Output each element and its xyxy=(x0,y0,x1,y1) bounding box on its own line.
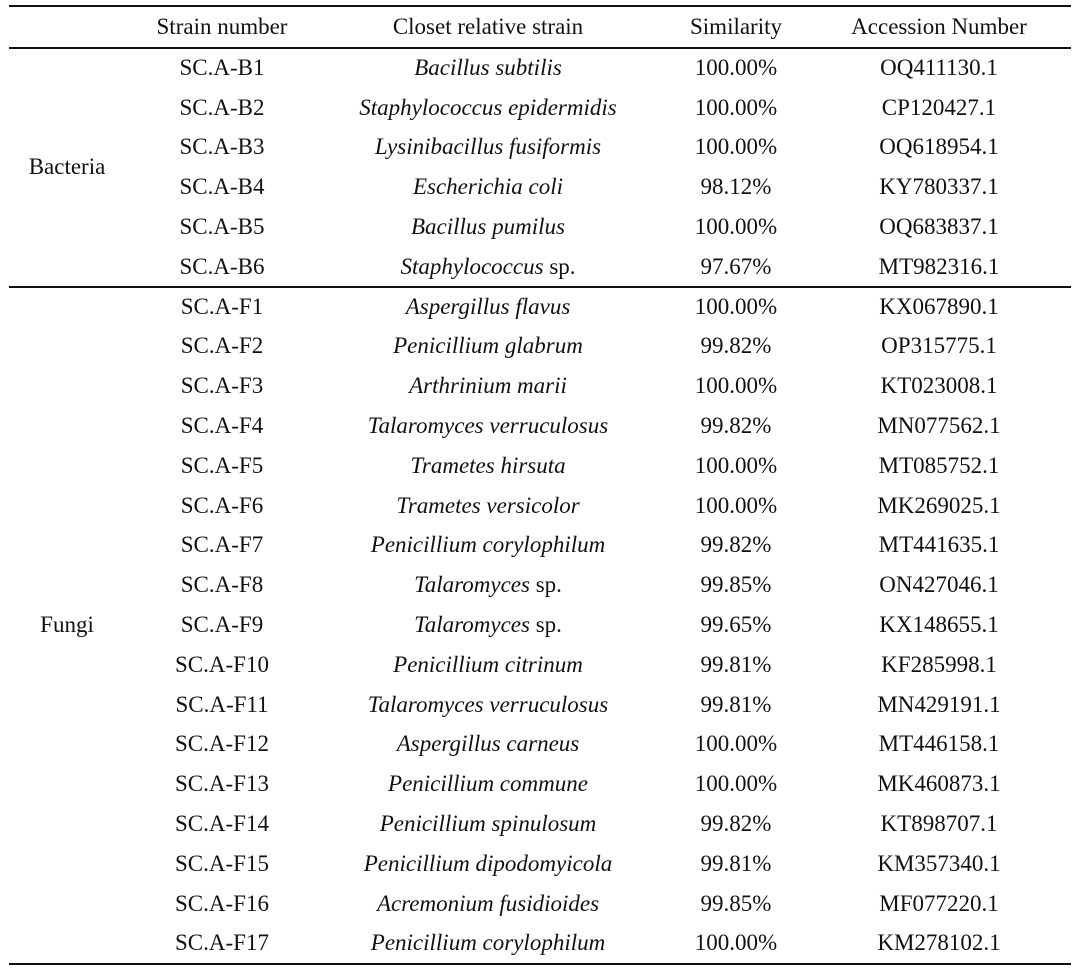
closest-relative-cell xyxy=(330,406,646,446)
similarity-cell: 100.00% xyxy=(694,930,778,956)
species-name: Talaromyces xyxy=(414,612,530,638)
species-name: Acremonium fusidioides xyxy=(376,890,600,916)
header-similarity: Similarity xyxy=(690,13,782,39)
table-row xyxy=(0,287,1080,327)
accession-cell: MT446158.1 xyxy=(878,731,1000,757)
table-row xyxy=(0,764,1080,804)
species-name: Staphylococcus epidermidis xyxy=(359,94,617,120)
similarity-cell: 99.82% xyxy=(700,333,772,359)
table-row xyxy=(0,844,1080,884)
accession-cell: MK269025.1 xyxy=(877,492,1001,518)
strain-number-cell: SC.A-F12 xyxy=(175,731,269,757)
strain-number-cell: SC.A-F7 xyxy=(180,532,264,558)
closest-relative-cell xyxy=(330,764,646,804)
closest-relative-cell xyxy=(330,287,646,327)
species-name: Staphylococcus xyxy=(400,253,544,279)
closest-relative-cell xyxy=(330,327,646,367)
closest-relative-cell xyxy=(330,565,646,605)
accession-cell: MK460873.1 xyxy=(877,771,1001,797)
strain-number-cell: SC.A-F17 xyxy=(175,930,269,956)
closest-relative-cell xyxy=(330,924,646,964)
species-name: Arthrinium marii xyxy=(409,373,567,399)
species-name: Talaromyces verruculosus xyxy=(367,691,609,717)
strain-number-cell: SC.A-F1 xyxy=(180,293,264,319)
strain-number-cell: SC.A-F16 xyxy=(175,890,269,916)
table-row xyxy=(0,366,1080,406)
species-name: Aspergillus flavus xyxy=(405,293,571,319)
table-row xyxy=(0,804,1080,844)
table-row xyxy=(0,526,1080,566)
closest-relative-cell xyxy=(330,366,646,406)
similarity-cell: 99.81% xyxy=(700,651,772,677)
similarity-cell: 100.00% xyxy=(694,452,778,478)
species-name: Penicillium citrinum xyxy=(393,651,583,677)
accession-cell: KX148655.1 xyxy=(879,612,999,638)
accession-cell: CP120427.1 xyxy=(881,94,997,120)
header-strain-number: Strain number xyxy=(156,13,288,39)
accession-cell: KX067890.1 xyxy=(879,293,999,319)
table-row xyxy=(0,725,1080,765)
strain-number-cell: SC.A-F11 xyxy=(175,691,269,717)
accession-cell: KF285998.1 xyxy=(881,651,997,677)
closest-relative-cell xyxy=(330,48,646,88)
accession-cell: MT441635.1 xyxy=(878,532,1000,558)
strain-number-cell: SC.A-F6 xyxy=(180,492,264,518)
closest-relative-cell xyxy=(330,804,646,844)
table-row xyxy=(0,247,1080,287)
closest-relative-cell xyxy=(330,128,646,168)
similarity-cell: 98.12% xyxy=(700,174,772,200)
table-row xyxy=(0,128,1080,168)
similarity-cell: 100.00% xyxy=(694,373,778,399)
similarity-cell: 99.82% xyxy=(700,413,772,439)
species-name: Penicillium dipodomyicola xyxy=(363,850,613,876)
accession-cell: KM278102.1 xyxy=(877,930,1001,956)
header-closest-relative: Closet relative strain xyxy=(392,13,584,39)
closest-relative-cell xyxy=(330,884,646,924)
strain-number-cell: SC.A-F4 xyxy=(180,413,264,439)
similarity-cell: 99.85% xyxy=(700,572,772,598)
species-name: Lysinibacillus fusiformis xyxy=(374,134,602,160)
species-name: Trametes versicolor xyxy=(396,492,580,518)
table-row xyxy=(0,605,1080,645)
table-row xyxy=(0,645,1080,685)
species-name: Penicillium glabrum xyxy=(393,333,583,359)
accession-cell: OQ411130.1 xyxy=(880,54,998,80)
closest-relative-cell xyxy=(330,645,646,685)
closest-relative-cell xyxy=(330,247,646,287)
similarity-cell: 100.00% xyxy=(694,94,778,120)
species-name: Bacillus pumilus xyxy=(411,214,565,240)
species-name: Talaromyces xyxy=(414,572,530,598)
similarity-cell: 99.81% xyxy=(700,850,772,876)
table-row xyxy=(0,486,1080,526)
table-row xyxy=(0,884,1080,924)
table-row xyxy=(0,565,1080,605)
similarity-cell: 99.82% xyxy=(700,532,772,558)
accession-cell: MN429191.1 xyxy=(877,691,1001,717)
accession-cell: OQ618954.1 xyxy=(879,134,999,160)
header-accession: Accession Number xyxy=(851,13,1027,39)
similarity-cell: 97.67% xyxy=(700,253,772,279)
table-row xyxy=(0,327,1080,367)
species-name: Bacillus subtilis xyxy=(414,54,562,80)
closest-relative-cell xyxy=(330,844,646,884)
strain-number-cell: SC.A-B5 xyxy=(179,214,265,240)
similarity-cell: 100.00% xyxy=(694,293,778,319)
table-row xyxy=(0,167,1080,207)
table-row xyxy=(0,207,1080,247)
closest-relative-cell xyxy=(330,207,646,247)
species-name: Trametes hirsuta xyxy=(410,452,566,478)
closest-relative-cell xyxy=(330,526,646,566)
accession-cell: KT898707.1 xyxy=(880,811,998,837)
table-row xyxy=(0,446,1080,486)
strain-number-cell: SC.A-F3 xyxy=(180,373,264,399)
similarity-cell: 100.00% xyxy=(694,134,778,160)
group-label: Bacteria xyxy=(28,154,106,180)
accession-cell: KT023008.1 xyxy=(880,373,998,399)
table-row xyxy=(0,685,1080,725)
similarity-cell: 100.00% xyxy=(694,492,778,518)
accession-cell: MN077562.1 xyxy=(877,413,1001,439)
accession-cell: ON427046.1 xyxy=(879,572,999,598)
species-name: Aspergillus carneus xyxy=(396,731,580,757)
strain-number-cell: SC.A-B4 xyxy=(179,174,265,200)
species-name: Penicillium spinulosum xyxy=(379,811,597,837)
similarity-cell: 99.85% xyxy=(700,890,772,916)
strain-number-cell: SC.A-F15 xyxy=(175,850,269,876)
strain-number-cell: SC.A-F14 xyxy=(175,811,269,837)
table-row xyxy=(0,48,1080,88)
strain-number-cell: SC.A-B1 xyxy=(179,54,265,80)
accession-cell: OP315775.1 xyxy=(881,333,997,359)
bottom-rule xyxy=(9,963,1071,965)
species-name: Penicillium commune xyxy=(388,771,588,797)
closest-relative-cell xyxy=(330,725,646,765)
strain-number-cell: SC.A-B2 xyxy=(179,94,265,120)
accession-cell: MT085752.1 xyxy=(878,452,1000,478)
strain-number-cell: SC.A-B6 xyxy=(179,253,265,279)
accession-cell: KY780337.1 xyxy=(879,174,999,200)
species-name: Penicillium corylophilum xyxy=(370,930,606,956)
table-row xyxy=(0,406,1080,446)
species-name: Escherichia coli xyxy=(412,174,564,200)
closest-relative-cell xyxy=(330,167,646,207)
strain-number-cell: SC.A-F8 xyxy=(180,572,264,598)
species-suffix: sp. xyxy=(543,253,576,279)
similarity-cell: 99.82% xyxy=(700,811,772,837)
closest-relative-cell xyxy=(330,685,646,725)
species-suffix: sp. xyxy=(529,612,562,638)
similarity-cell: 100.00% xyxy=(694,214,778,240)
similarity-cell: 99.65% xyxy=(700,612,772,638)
similarity-cell: 100.00% xyxy=(694,771,778,797)
species-suffix: sp. xyxy=(529,572,562,598)
strain-number-cell: SC.A-F5 xyxy=(180,452,264,478)
species-name: Talaromyces verruculosus xyxy=(367,413,609,439)
accession-cell: KM357340.1 xyxy=(877,850,1001,876)
similarity-cell: 100.00% xyxy=(694,731,778,757)
closest-relative-cell xyxy=(330,88,646,128)
species-name: Penicillium corylophilum xyxy=(370,532,606,558)
header-row xyxy=(0,7,1080,47)
similarity-cell: 100.00% xyxy=(694,54,778,80)
accession-cell: OQ683837.1 xyxy=(879,214,999,240)
closest-relative-cell xyxy=(330,605,646,645)
closest-relative-cell xyxy=(330,486,646,526)
similarity-cell: 99.81% xyxy=(700,691,772,717)
group-label: Fungi xyxy=(40,612,94,638)
strain-number-cell: SC.A-F13 xyxy=(175,771,269,797)
accession-cell: MT982316.1 xyxy=(878,253,1000,279)
strain-number-cell: SC.A-B3 xyxy=(179,134,265,160)
strain-number-cell: SC.A-F9 xyxy=(180,612,264,638)
table-row xyxy=(0,924,1080,964)
strain-number-cell: SC.A-F2 xyxy=(180,333,264,359)
strain-number-cell: SC.A-F10 xyxy=(175,651,269,677)
table-row xyxy=(0,88,1080,128)
accession-cell: MF077220.1 xyxy=(879,890,999,916)
closest-relative-cell xyxy=(330,446,646,486)
